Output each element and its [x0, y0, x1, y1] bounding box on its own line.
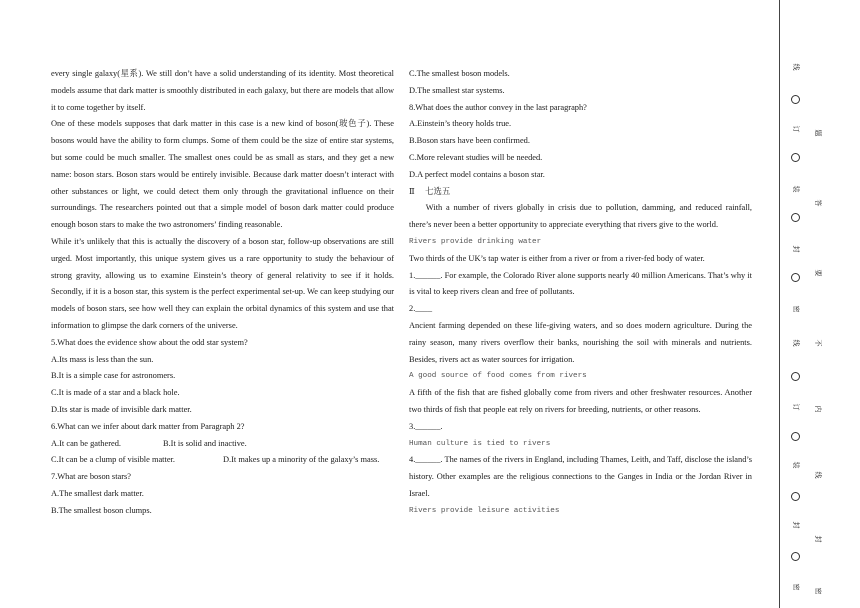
option: B.The smallest boson clumps.	[51, 505, 152, 515]
binding-char: 答	[814, 199, 822, 207]
binding-strip-inner	[808, 0, 828, 608]
option: C.The smallest boson models.	[409, 69, 510, 78]
binding-char: 装	[792, 461, 800, 469]
section-heading	[409, 184, 752, 201]
binding-char: 要	[814, 269, 822, 277]
binding-circle	[791, 552, 800, 561]
option: C.It is made of a star and a black hole.	[51, 388, 180, 398]
option: D.Its star is made of invisible dark matter.	[51, 404, 192, 414]
binding-char: 密	[792, 305, 800, 313]
binding-circle	[791, 492, 800, 501]
option: B.It is a simple case for astronomers.	[51, 371, 176, 381]
binding-char: 内	[814, 405, 822, 413]
subheading: Rivers provide drinking water	[409, 237, 542, 246]
section-number: Ⅱ	[409, 186, 415, 196]
option: B.Boson stars have been confirmed.	[409, 136, 530, 146]
binding-circle	[791, 213, 800, 222]
binding-strip-outer	[786, 0, 806, 608]
paragraph: One of these models supposes that dark matter in this case is a new kind of boson(玻色子). These bosons would have the ability to form clumps. Some of them could be the size of entire star systems, but some could be much smaller. The smallest ones could be as small as stars, and they get a new name: boson stars. Boson stars would be entirely invisible. Because dark matter doesn’t interact with other substances or light, we could detect them only through the gravitational influence on their surroundings. The researchers pointed out that a simple model of boson dark matter could produce enough boson stars to make the two astronomers’ finding reasonable.	[51, 119, 394, 230]
section-title: 七选五	[425, 186, 451, 196]
binding-circle	[791, 153, 800, 162]
paragraph: Ancient farming depended on these life-giving waters, and so does modern agriculture. During the rainy season, many rivers overflow their banks, nourishing the soil with minerals and nutrients. Besides, rivers act as water sources for irrigation.	[409, 320, 752, 364]
subheading: A good source of food comes from rivers	[409, 372, 587, 381]
paragraph: Two thirds of the UK’s tap water is either from a river or from a river-fed body of water.	[409, 253, 705, 263]
binding-circle	[791, 432, 800, 441]
paragraph: While it’s unlikely that this is actually the discovery of a boson star, follow-up observations are still urged. Most importantly, this unique system gives us a rare opportunity to study the behaviour of strong gravity, allowing us to examine Einstein’s theory of general relativity to see if it holds. Secondly, if it is a boson star, this system is the perfect experimental set-up. We can keep studying our models of boson stars, see how well they can explain the orbital dynamics of this system and use that information to glimpse the dark corners of the universe.	[51, 236, 394, 330]
option-row	[51, 436, 394, 453]
option: C.It can be a clump of visible matter.	[51, 455, 175, 465]
blank: 2.____	[409, 304, 433, 314]
binding-char: 封	[792, 521, 800, 529]
binding-char: 装	[792, 185, 800, 193]
binding-char: 密	[792, 583, 800, 591]
subheading: Rivers provide leisure activities	[409, 506, 560, 515]
option: A.The smallest dark matter.	[51, 488, 144, 498]
binding-char: 封	[814, 535, 822, 543]
blank: 3.______.	[409, 421, 443, 431]
left-column	[51, 66, 394, 520]
binding-char: 密	[814, 587, 822, 595]
right-column	[409, 66, 752, 520]
option: D.A perfect model contains a boson star.	[409, 169, 545, 179]
paragraph: every single galaxy(星系). We still don’t have a solid understanding of its identity. Most theoretical models assume that dark matter is smoothly distributed in each galaxy, but there are models that allow it to come together by itself.	[51, 69, 394, 112]
paragraph: 1.______. For example, the Colorado River alone supports nearly 40 million Americans. That’s why it is vital to keep rivers clean and free of pollutants.	[409, 270, 752, 297]
binding-char: 题	[814, 129, 822, 137]
question-7: 7.What are boson stars?	[51, 472, 132, 482]
option-row	[51, 452, 394, 469]
binding-line	[779, 0, 780, 608]
intro-paragraph: With a number of rivers globally in crisis due to pollution, damming, and reduced rainfall, there’s never been a better opportunity to appreciate everything that rivers give to the world.	[409, 203, 752, 230]
option: A.Einstein’s theory holds true.	[409, 119, 512, 129]
question-8: 8.What does the author convey in the last paragraph?	[409, 102, 587, 112]
option: D.The smallest star systems.	[409, 85, 505, 95]
binding-char: 线	[792, 63, 800, 71]
question-5: 5.What does the evidence show about the odd star system?	[51, 337, 248, 347]
binding-char: 线	[814, 471, 822, 479]
binding-circle	[791, 95, 800, 104]
binding-circle	[791, 372, 800, 381]
binding-char: 订	[792, 403, 800, 411]
option: A.It can be gathered.	[51, 438, 121, 448]
option: C.More relevant studies will be needed.	[409, 152, 543, 162]
question-6: 6.What can we infer about dark matter from Paragraph 2?	[51, 421, 245, 431]
option: B.It is solid and inactive.	[163, 438, 247, 448]
paragraph: A fifth of the fish that are fished globally come from rivers and other freshwater resources. Another two thirds of fish that people eat rely on rivers for breeding, nutrients, or other reasons.	[409, 388, 752, 414]
option: D.It makes up a minority of the galaxy’s mass.	[223, 455, 380, 465]
binding-char: 线	[792, 339, 800, 347]
binding-char: 不	[814, 339, 822, 347]
paragraph: 4.______. The names of the rivers in England, including Thames, Leith, and Taff, disclose the island’s history. Other examples are the religious connections to the Ganges in India or the Jordan River in Israel.	[409, 455, 752, 498]
option: A.Its mass is less than the sun.	[51, 354, 154, 364]
binding-circle	[791, 273, 800, 282]
subheading: Human culture is tied to rivers	[409, 439, 551, 448]
binding-char: 订	[792, 125, 800, 133]
binding-char: 封	[792, 245, 800, 253]
